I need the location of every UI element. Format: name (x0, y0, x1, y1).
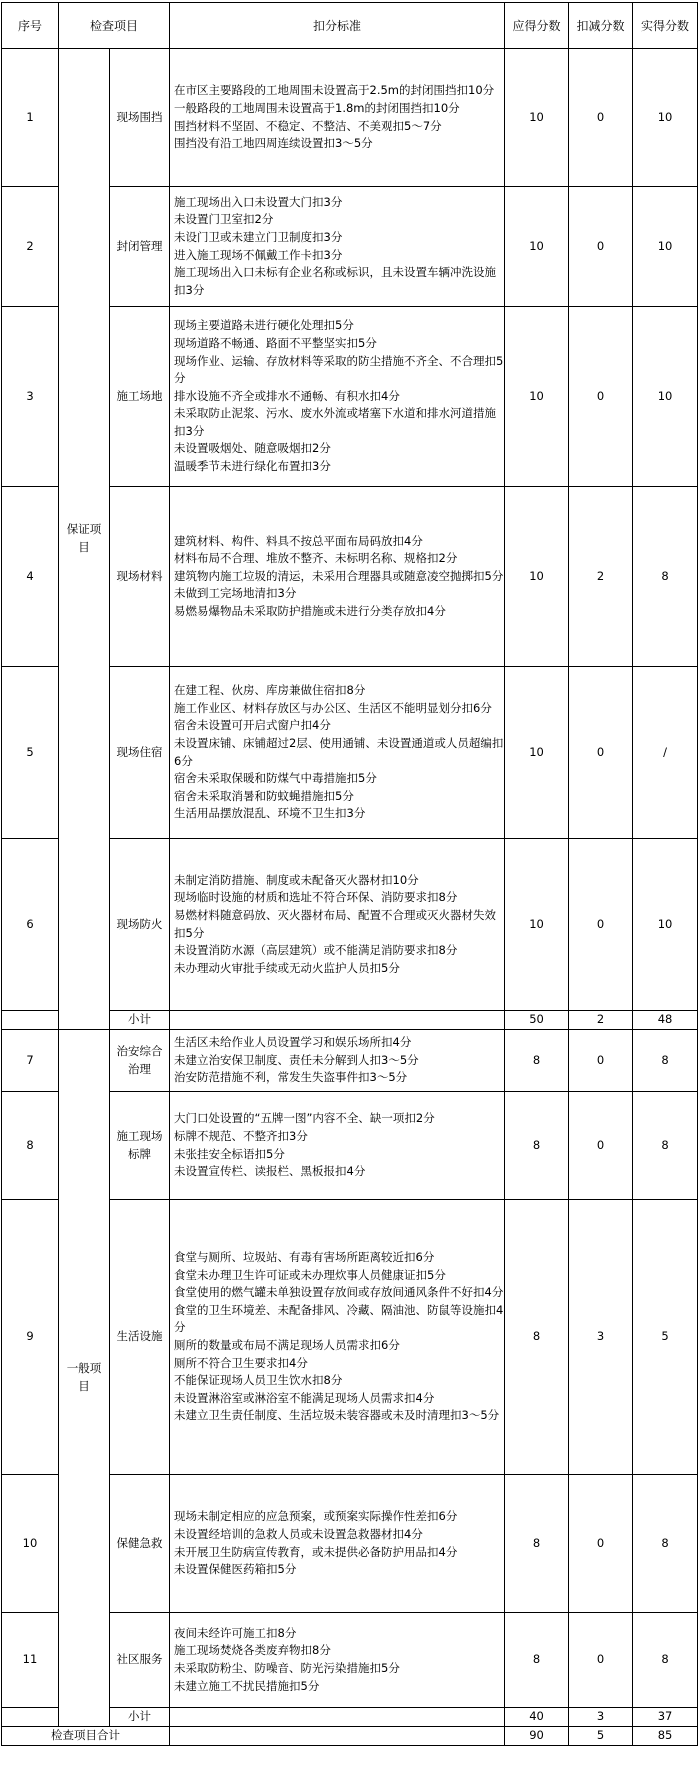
actual-score: 10 (633, 49, 698, 187)
subtotal-actual: 48 (633, 1011, 698, 1030)
standard-line: 未建立施工不扰民措施扣5分 (174, 1678, 320, 1693)
standard-line: 宿舍未采取保暖和防煤气中毒措施扣5分 (174, 771, 377, 786)
standard-line: 未采取防粉尘、防噪音、防光污染措施扣5分 (174, 1661, 400, 1675)
item-name: 施工场地 (110, 307, 170, 487)
standard-line: 施工现场焚烧各类废弃物扣8分 (174, 1643, 331, 1658)
deducted-score: 0 (569, 1613, 633, 1708)
due-score: 8 (505, 1613, 569, 1708)
actual-score: 8 (633, 1030, 698, 1092)
item-name: 现场围挡 (110, 49, 170, 187)
standard-line: 未设置床铺、床铺超过2层、使用通铺、未设置通道或人员超编扣6分 (174, 735, 504, 768)
row-number: 8 (2, 1092, 59, 1200)
deduction-standard (170, 1092, 505, 1200)
standard-line: 厕所的数量或布局不满足现场人员需求扣6分 (174, 1338, 400, 1352)
actual-score: 8 (633, 1613, 698, 1708)
standard-line: 一般路段的工地周围未设置高于1.8m的封闭围挡扣10分 (174, 100, 460, 115)
blank-cell (170, 1708, 505, 1727)
inspection-table (1, 2, 698, 1746)
standard-line: 未设置保健医药箱扣5分 (174, 1562, 297, 1577)
group-general: 一般项目 (59, 1030, 110, 1727)
total-label: 检查项目合计 (2, 1727, 170, 1746)
header-no: 序号 (2, 3, 59, 49)
deduction-standard (170, 49, 505, 187)
standard-line: 在市区主要路段的工地周围未设置高于2.5m的封闭围挡扣10分 (174, 83, 495, 98)
standard-line: 未设置宣传栏、读报栏、黑板报扣4分 (174, 1164, 366, 1179)
deducted-score: 0 (569, 307, 633, 487)
due-score: 10 (505, 307, 569, 487)
standard-line: 未设置消防水源（高层建筑）或不能满足消防要求扣8分 (174, 943, 458, 958)
due-score: 10 (505, 487, 569, 667)
actual-score: 10 (633, 187, 698, 307)
item-name: 社区服务 (110, 1613, 170, 1708)
standard-line: 生活用品摆放混乱、环境不卫生扣3分 (174, 806, 366, 821)
actual-score: 10 (633, 839, 698, 1011)
standard-line: 食堂使用的燃气罐未单独设置存放间或存放间通风条件不好扣4分 (174, 1285, 504, 1300)
standard-line: 未制定消防措施、制度或未配备灭火器材扣10分 (174, 872, 419, 887)
subtotal-label: 小计 (110, 1708, 170, 1727)
standard-line: 未建立卫生责任制度、生活垃圾未装容器或未及时清理扣3～5分 (174, 1408, 500, 1423)
standard-line: 生活区未给作业人员设置学习和娱乐场所扣4分 (174, 1035, 412, 1050)
blank-cell (2, 1011, 59, 1030)
standard-line: 在建工程、伙房、库房兼做住宿扣8分 (174, 683, 366, 698)
item-name: 现场住宿 (110, 667, 170, 839)
header-deducted: 扣减分数 (569, 3, 633, 49)
due-score: 10 (505, 49, 569, 187)
standard-line: 未设置吸烟处、随意吸烟扣2分 (174, 441, 331, 456)
header-due: 应得分数 (505, 3, 569, 49)
standard-line: 夜间未经许可施工扣8分 (174, 1625, 297, 1640)
due-score: 8 (505, 1030, 569, 1092)
standard-line: 现场作业、运输、存放材料等采取的防尘措施不齐全、不合理扣5分 (174, 353, 504, 386)
standard-line: 未设置门卫室扣2分 (174, 212, 274, 227)
deducted-score: 3 (569, 1200, 633, 1475)
deduction-standard (170, 1475, 505, 1613)
total-row (2, 1727, 698, 1746)
standard-line: 围挡没有沿工地四周连续设置扣3～5分 (174, 136, 373, 151)
deducted-score: 0 (569, 839, 633, 1011)
due-score: 10 (505, 187, 569, 307)
actual-score: 8 (633, 487, 698, 667)
standard-line: 易燃易爆物品未采取防护措施或未进行分类存放扣4分 (174, 603, 446, 618)
subtotal-label: 小计 (110, 1011, 170, 1030)
standard-line: 施工作业区、材料存放区与办公区、生活区不能明显划分扣6分 (174, 700, 492, 715)
row-number: 4 (2, 487, 59, 667)
row-number: 5 (2, 667, 59, 839)
standard-line: 未办理动火审批手续或无动火监护人员扣5分 (174, 960, 400, 975)
row-number: 9 (2, 1200, 59, 1475)
standard-line: 宿舍未采取消暑和防蚊蝇措施扣5分 (174, 788, 354, 803)
standard-line: 治安防范措施不利，常发生失盗事件扣3～5分 (174, 1070, 408, 1085)
subtotal-due: 50 (505, 1011, 569, 1030)
standard-line: 未开展卫生防病宣传教育，或未提供必备防护用品扣4分 (174, 1544, 458, 1559)
actual-score: 8 (633, 1475, 698, 1613)
group-guarantee: 保证项目 (59, 49, 110, 1030)
item-name: 封闭管理 (110, 187, 170, 307)
standard-line: 厕所不符合卫生要求扣4分 (174, 1355, 308, 1370)
standard-line: 温暖季节未进行绿化布置扣3分 (174, 459, 331, 474)
subtotal-deducted: 2 (569, 1011, 633, 1030)
deduction-standard (170, 1613, 505, 1708)
deduction-standard (170, 187, 505, 307)
standard-line: 进入施工现场不佩戴工作卡扣3分 (174, 247, 343, 262)
deduction-standard (170, 1030, 505, 1092)
standard-line: 现场临时设施的材质和选址不符合环保、消防要求扣8分 (174, 890, 458, 905)
item-name: 保健急救 (110, 1475, 170, 1613)
due-score: 8 (505, 1200, 569, 1475)
standard-line: 未张挂安全标语扣5分 (174, 1146, 285, 1161)
standard-line: 建筑物内施工垃圾的清运，未采用合理器具或随意凌空抛掷扣5分 (174, 568, 504, 583)
header-actual: 实得分数 (633, 3, 698, 49)
item-name: 现场防火 (110, 839, 170, 1011)
row-number: 6 (2, 839, 59, 1011)
deducted-score: 0 (569, 1092, 633, 1200)
deduction-standard (170, 1200, 505, 1475)
standard-line: 易燃材料随意码放、灭火器材布局、配置不合理或灭火器材失效扣5分 (174, 907, 497, 940)
header-standard: 扣分标准 (170, 3, 505, 49)
standard-line: 施工现场出入口未设置大门扣3分 (174, 194, 343, 209)
total-actual: 85 (633, 1727, 698, 1746)
standard-line: 现场主要道路未进行硬化处理扣5分 (174, 318, 354, 333)
standard-line: 围挡材料不坚固、不稳定、不整洁、不美观扣5～7分 (174, 118, 442, 133)
blank-cell (170, 1011, 505, 1030)
row-number: 10 (2, 1475, 59, 1613)
standard-line: 未设置经培训的急救人员或未设置急救器材扣4分 (174, 1526, 423, 1541)
row-number: 7 (2, 1030, 59, 1092)
item-name: 现场材料 (110, 487, 170, 667)
standard-line: 未建立治安保卫制度、责任未分解到人扣3～5分 (174, 1052, 419, 1067)
standard-line: 食堂与厕所、垃圾站、有毒有害场所距离较近扣6分 (174, 1250, 435, 1265)
row-number: 3 (2, 307, 59, 487)
standard-line: 食堂的卫生环境差、未配备排风、冷藏、隔油池、防鼠等设施扣4分 (174, 1302, 504, 1335)
table-row (2, 1030, 698, 1092)
actual-score: / (633, 667, 698, 839)
deduction-standard (170, 307, 505, 487)
actual-score: 8 (633, 1092, 698, 1200)
standard-line: 未做到工完场地清扣3分 (174, 586, 297, 601)
standard-line: 未设门卫或未建立门卫制度扣3分 (174, 229, 343, 244)
header-row (2, 3, 698, 49)
blank-cell (170, 1727, 505, 1746)
deducted-score: 0 (569, 49, 633, 187)
total-deducted: 5 (569, 1727, 633, 1746)
deduction-standard (170, 667, 505, 839)
subtotal-actual: 37 (633, 1708, 698, 1727)
actual-score: 10 (633, 307, 698, 487)
standard-line: 材料布局不合理、堆放不整齐、未标明名称、规格扣2分 (174, 551, 458, 566)
row-number: 2 (2, 187, 59, 307)
standard-line: 标牌不规范、不整齐扣3分 (174, 1128, 308, 1143)
standard-line: 排水设施不齐全或排水不通畅、有积水扣4分 (174, 388, 400, 403)
subtotal-deducted: 3 (569, 1708, 633, 1727)
table-row (2, 49, 698, 187)
deducted-score: 2 (569, 487, 633, 667)
standard-line: 不能保证现场人员卫生饮水扣8分 (174, 1373, 343, 1388)
total-due: 90 (505, 1727, 569, 1746)
item-name: 治安综合治理 (110, 1030, 170, 1092)
deduction-standard (170, 839, 505, 1011)
item-name: 施工现场标牌 (110, 1092, 170, 1200)
standard-line: 未采取防止泥浆、污水、废水外流或堵塞下水道和排水河道措施扣3分 (174, 406, 497, 438)
item-name: 生活设施 (110, 1200, 170, 1475)
blank-cell (2, 1708, 59, 1727)
due-score: 10 (505, 839, 569, 1011)
deducted-score: 0 (569, 667, 633, 839)
standard-line: 施工现场出入口未标有企业名称或标识，且未设置车辆冲洗设施扣3分 (174, 265, 497, 297)
due-score: 8 (505, 1475, 569, 1613)
standard-line: 大门口处设置的“五牌一图”内容不全、缺一项扣2分 (174, 1111, 435, 1126)
subtotal-due: 40 (505, 1708, 569, 1727)
due-score: 10 (505, 667, 569, 839)
row-number: 11 (2, 1613, 59, 1708)
standard-line: 现场未制定相应的应急预案，或预案实际操作性差扣6分 (174, 1509, 458, 1524)
actual-score: 5 (633, 1200, 698, 1475)
due-score: 8 (505, 1092, 569, 1200)
standard-line: 现场道路不畅通、路面不平整坚实扣5分 (174, 335, 377, 350)
standard-line: 建筑材料、构件、料具不按总平面布局码放扣4分 (174, 533, 423, 548)
deducted-score: 0 (569, 1475, 633, 1613)
header-item: 检查项目 (59, 3, 170, 49)
standard-line: 未设置淋浴室或淋浴室不能满足现场人员需求扣4分 (174, 1390, 435, 1405)
deducted-score: 0 (569, 1030, 633, 1092)
deducted-score: 0 (569, 187, 633, 307)
standard-line: 宿舍未设置可开启式窗户扣4分 (174, 718, 331, 733)
deduction-standard (170, 487, 505, 667)
row-number: 1 (2, 49, 59, 187)
standard-line: 食堂未办理卫生许可证或未办理炊事人员健康证扣5分 (174, 1267, 446, 1282)
